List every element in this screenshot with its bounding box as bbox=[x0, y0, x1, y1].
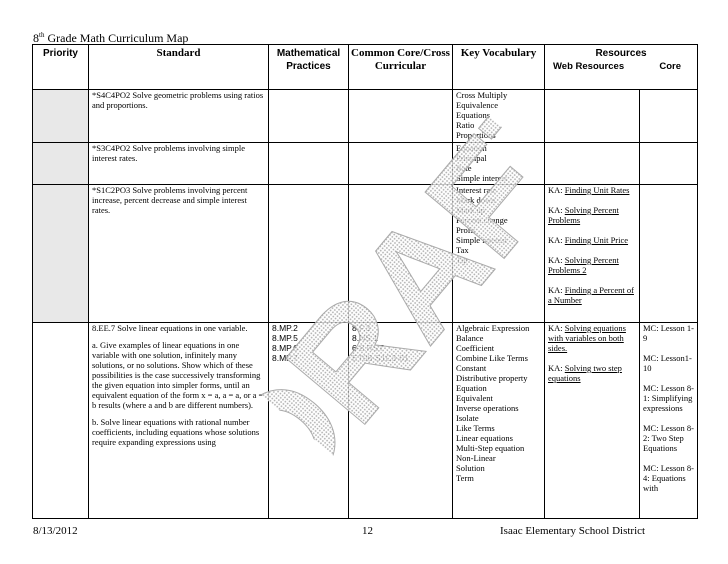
resources-header bbox=[545, 45, 698, 90]
footer-page-number: 12 bbox=[362, 525, 373, 537]
standard-cell: *S3C4PO2 Solve problems involving simple interest rates. bbox=[89, 143, 269, 185]
vocab-cell: Cross Multiply Equivalence Equations Ratio Proportions bbox=[453, 90, 545, 143]
vocab-cell: Interest rate Mark down Mark up Percent change Profit Simple interest Tax Tip bbox=[453, 185, 545, 323]
draft-watermark-text: DRAFT bbox=[229, 92, 591, 478]
priority-header: Priority bbox=[33, 45, 89, 90]
page-title: 8th Grade Math Curriculum Map bbox=[33, 31, 189, 45]
common-core-cell: 8.F.3 8.NS.1 6-8.RST ET08-S1C3-01 bbox=[349, 323, 453, 519]
footer-district: Isaac Elementary School District bbox=[500, 525, 646, 537]
link-two-step-equations[interactable]: Solving two step equations bbox=[548, 363, 622, 383]
practices-header: Mathematical Practices bbox=[269, 45, 349, 90]
link-solving-percent-problems-2[interactable]: Solving Percent Problems 2 bbox=[548, 255, 619, 275]
web-resources-cell: KA: Solving equations with variables on both sides. KA: Solving two step equations bbox=[545, 323, 640, 519]
core-label: Core bbox=[659, 61, 682, 72]
curriculum-table bbox=[32, 44, 698, 519]
practices-cell: 8.MP.2 8.MP.5 8.MP.6 8.MP.7 bbox=[269, 323, 349, 519]
header-row bbox=[33, 45, 698, 90]
web-resources-cell: KA: Finding Unit Rates KA: Solving Percent Problems KA: Finding Unit Price KA: Solving Percent Problems 2 KA: Finding a Percent of a Number bbox=[545, 185, 640, 323]
link-equations-both-sides[interactable]: Solving equations with variables on both sides. bbox=[548, 323, 626, 353]
vocab-cell: Algebraic Expression Balance Coefficient Combine Like Terms Constant Distributive property Equation Equivalent Inverse operations Isolate Like Terms Linear equations Multi-Step equation Non-Linear Solution Term bbox=[453, 323, 545, 519]
vocabulary-header: Key Vocabulary bbox=[453, 45, 545, 90]
web-resources-label: Web Resources bbox=[553, 61, 625, 72]
vocab-cell: Equation Principal Rate Simple interest bbox=[453, 143, 545, 185]
resources-label: Resources bbox=[595, 48, 647, 59]
standard-header: Standard bbox=[89, 45, 269, 90]
footer-date: 8/13/2012 bbox=[33, 525, 78, 537]
standard-cell: *S4C4PO2 Solve geometric problems using ratios and proportions. bbox=[89, 90, 269, 143]
table-row bbox=[33, 323, 698, 519]
table-row bbox=[33, 90, 698, 143]
core-cell: MC: Lesson 1-9 MC: Lesson1-10 MC: Lesson 8-1: Simplifying expressions MC: Lesson 8-2: Two Step Equations MC: Lesson 8-4: Equations with bbox=[640, 323, 698, 519]
table-row bbox=[33, 143, 698, 185]
common-core-header: Common Core/Cross Curricular bbox=[349, 45, 453, 90]
link-finding-unit-price[interactable]: Finding Unit Price bbox=[564, 235, 629, 245]
link-solving-percent-problems[interactable]: Solving Percent Problems bbox=[548, 205, 619, 225]
link-finding-a-percent[interactable]: Finding a Percent of a Number bbox=[548, 285, 634, 305]
standard-cell: 8.EE.7 Solve linear equations in one variable. a. Give examples of linear equations in one variable with one solution, infinitely many solutions, or no solutions. Show which of these possibilities is the case successively transforming the given equation into simpler forms, until an equivalent equation of the form x = a, a = a, or a = b results (where a and b are different numbers). b. Solve linear equations with rational number coefficients, including equations whose solutions require expanding expressions using bbox=[89, 323, 269, 519]
table-row bbox=[33, 185, 698, 323]
link-finding-unit-rates[interactable]: Finding Unit Rates bbox=[564, 185, 630, 195]
standard-cell: *S1C2PO3 Solve problems involving percent increase, percent decrease and simple interest rates. bbox=[89, 185, 269, 323]
